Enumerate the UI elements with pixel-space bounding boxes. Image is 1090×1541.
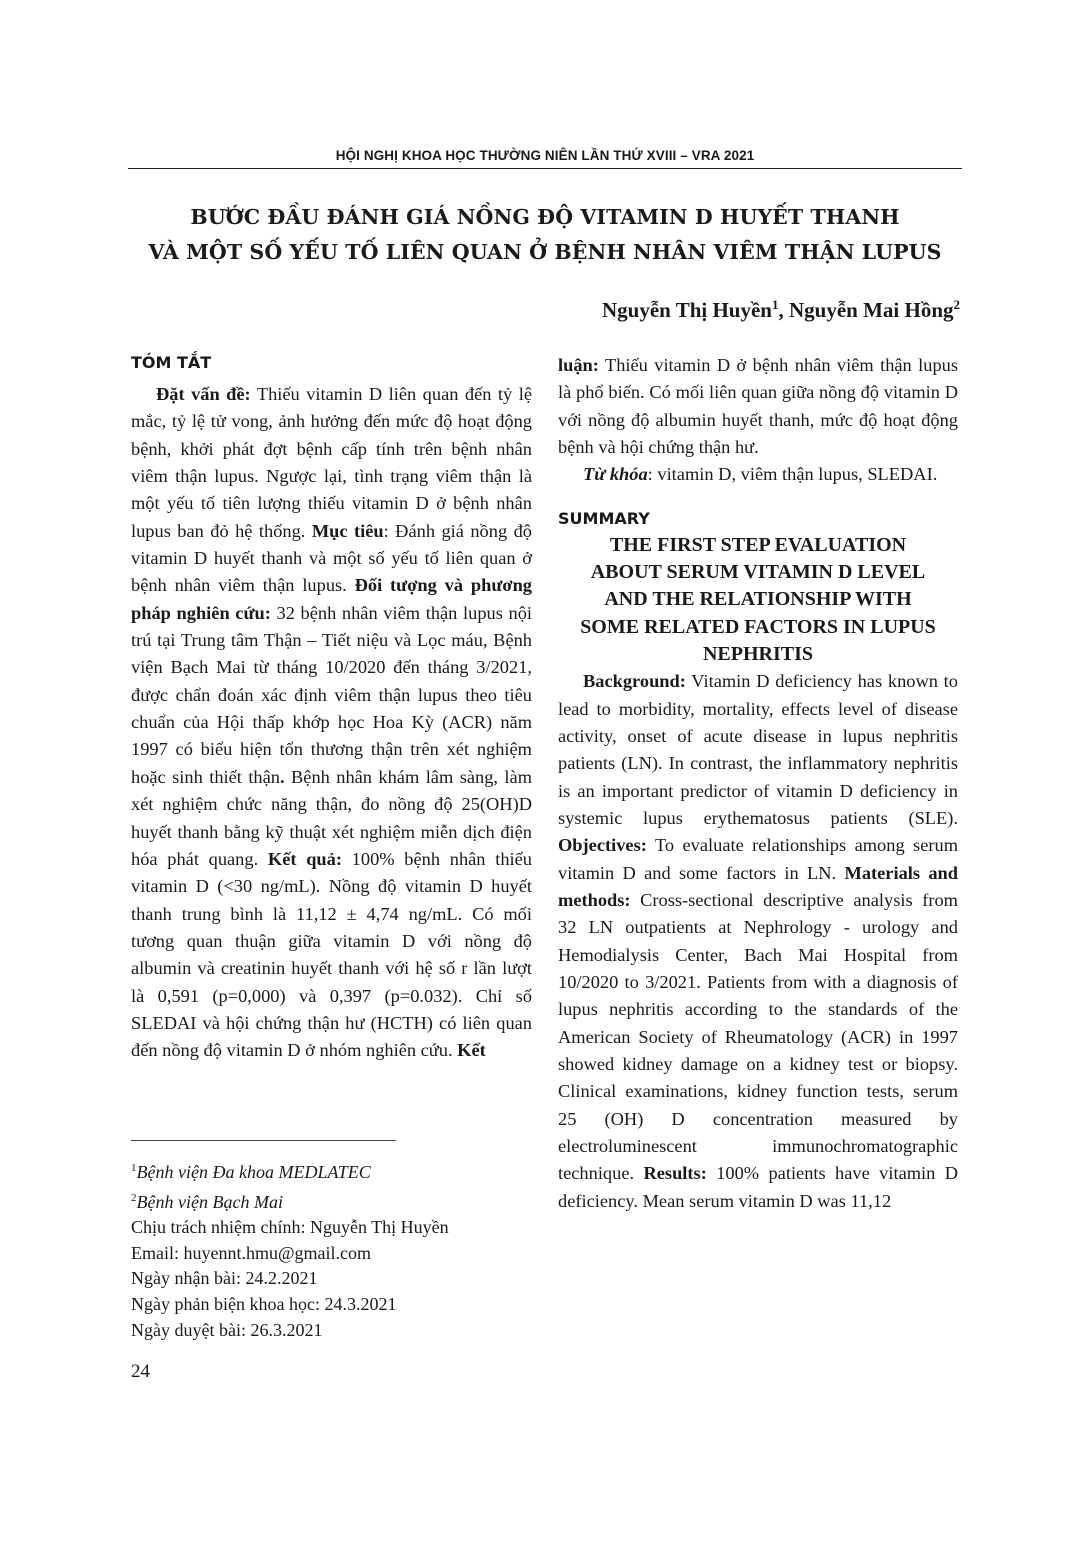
- keywords: [558, 461, 958, 488]
- title-line-1: BƯỚC ĐẦU ĐÁNH GIÁ NỒNG ĐỘ VITAMIN D HUYẾT THANH: [190, 205, 900, 229]
- text-ket-qua: 100% bệnh nhân thiếu vitamin D (<30 ng/mL). Nồng độ vitamin D huyết thanh trung bình là 11,12 ± 4,74 ng/mL. Có mối tương quan thuận giữa vitamin D với nồng độ albumin và creatinin huyết thanh với hệ số r lần lượt là 0,591 (p=0,000) và 0,397 (p=0.032). Chỉ số SLEDAI và hội chứng thận hư (HCTH) có liên quan đến nồng độ vitamin D ở nhóm nghiên cứu.: [131, 848, 532, 1061]
- label-materials: Materials and methods:: [558, 862, 959, 910]
- text-materials: Cross-sectional descriptive analysis from 32 LN outpatients at Nephrology - urology and Hemodialysis Center, Bach Mai Hospital from 10/2020 to 3/2021. Patients from with a diagnosis of lupus nephritis according to the standards of the American Society of Rheumatology (ACR) in 1997 showed kidney damage on a kidney test or biopsy. Clinical examinations, kidney function tests, serum 25 (OH) D concentration measured by electroluminescent immunochromatographic technique.: [558, 889, 958, 1184]
- en-title-line-1: THE FIRST STEP EVALUATION: [609, 533, 907, 556]
- text-dat-van-de: Thiếu vitamin D liên quan đến tỷ lệ mắc, tỷ lệ tử vong, ảnh hưởng đến mức độ hoạt động bệnh, khởi phát đợt bệnh cấp tính trên bệnh nhân viêm thận lupus. Ngược lại, tình trạng viêm thận là một yếu tố tiên lượng thiếu vitamin D ở bệnh nhân lupus ban đỏ hệ thống.: [131, 384, 532, 541]
- left-column: [131, 381, 532, 1065]
- text-muc-tieu: : Đánh giá nồng độ vitamin D huyết thanh và một số yếu tố liên quan ở bệnh nhân viêm thận lupus.: [131, 520, 532, 596]
- author-2: Nguyễn Mai Hồng: [788, 298, 954, 322]
- label-muc-tieu: Mục tiêu: [311, 520, 384, 541]
- bold-period: .: [279, 766, 285, 787]
- vi-abstract-body-part1: [131, 381, 532, 1065]
- author-1: Nguyễn Thị Huyền: [601, 298, 772, 322]
- en-title-line-4: SOME RELATED FACTORS IN LUPUS: [580, 615, 936, 638]
- text-background: Vitamin D deficiency has known to lead to morbidity, mortality, effects level of disease activity, onset of acute disease in lupus nephritis patients (LN). In contrast, the inflammatory nephritis is an important predictor of vitamin D deficiency in systemic lupus erythematosus patients (SLE).: [558, 671, 958, 828]
- text-results: 100% patients have vitamin D deficiency. Mean serum vitamin D was 11,12: [558, 1163, 958, 1211]
- article-title: [128, 200, 962, 270]
- label-ket-luan-start: Kết: [457, 1040, 486, 1061]
- right-column: [558, 352, 958, 1215]
- label-objectives: Objectives:: [558, 835, 647, 856]
- text-doi-tuong: 32 bệnh nhân viêm thận lupus nội trú tại Trung tâm Thận – Tiết niệu và Lọc máu, Bệnh viện Bạch Mai từ tháng 10/2020 đến tháng 3/2021, được chẩn đoán xác định viêm thận lupus theo tiêu chuẩn của Hội thấp khớp học Hoa Kỳ (ACR) năm 1997 có biểu hiện tổn thương thận trên xét nghiệm hoặc sinh thiết thận: [131, 602, 532, 787]
- label-tu-khoa: Từ khóa: [583, 464, 648, 485]
- vi-abstract-heading: TÓM TẮT: [131, 353, 212, 372]
- date-reviewed: Ngày phản biện khoa học: 24.3.2021: [131, 1293, 397, 1314]
- label-ket-luan-end: luận:: [558, 355, 599, 375]
- vi-abstract-conclusion: [558, 352, 958, 461]
- en-title: [558, 532, 958, 668]
- date-received: Ngày nhận bài: 24.2.2021: [131, 1268, 318, 1289]
- affiliation-1-text: Bệnh viện Đa khoa MEDLATEC: [136, 1162, 371, 1182]
- en-abstract-body: [558, 668, 958, 1215]
- page-number: 24: [131, 1361, 150, 1382]
- running-head: HỘI NGHỊ KHOA HỌC THƯỜNG NIÊN LẦN THỨ XVIII – VRA 2021: [335, 148, 755, 163]
- text-ket-luan: Thiếu vitamin D ở bệnh nhân viêm thận lupus là phổ biến. Có mối liên quan giữa nồng độ vitamin D với nồng độ albumin huyết thanh, mức độ hoạt động bệnh và hội chứng thận hư.: [558, 355, 958, 458]
- corresponding-email: Email: huyennt.hmu@gmail.com: [131, 1242, 372, 1263]
- affiliation-2: [131, 1186, 551, 1216]
- en-title-line-5: NEPHRITIS: [702, 642, 814, 665]
- text-objectives: To evaluate relationships among serum vitamin D and some factors in LN.: [558, 835, 958, 883]
- footnote-rule: [131, 1140, 396, 1141]
- author-separator: ,: [778, 298, 789, 322]
- text-doi-tuong-2: Bệnh nhân khám lâm sàng, làm xét nghiệm chức năng thận, đo nồng độ 25(OH)D huyết thanh bằng kỹ thuật xét nghiệm miễn dịch điện hóa phát quang.: [131, 766, 532, 869]
- en-abstract-heading: SUMMARY: [558, 508, 650, 528]
- label-results: Results:: [643, 1163, 707, 1184]
- text-tu-khoa: : vitamin D, viêm thận lupus, SLEDAI.: [647, 464, 938, 485]
- corresponding-author: Chịu trách nhiệm chính: Nguyễn Thị Huyền: [131, 1217, 449, 1238]
- affiliation-2-mark: 2: [131, 1191, 137, 1204]
- label-ket-qua: Kết quả:: [267, 848, 342, 869]
- header-rule: [128, 168, 962, 169]
- affiliation-1: [131, 1156, 551, 1186]
- label-dat-van-de: Đặt vấn đề:: [156, 384, 251, 404]
- author-list: [602, 297, 960, 323]
- title-line-2: VÀ MỘT SỐ YẾU TỐ LIÊN QUAN Ở BỆNH NHÂN VIÊM THẬN LUPUS: [148, 240, 942, 264]
- footnotes: [131, 1156, 551, 1343]
- label-background: Background:: [583, 671, 686, 692]
- author-1-affiliation: 1: [771, 297, 779, 312]
- author-2-affiliation: 2: [953, 297, 960, 312]
- en-title-line-2: ABOUT SERUM VITAMIN D LEVEL: [590, 561, 926, 584]
- affiliation-2-text: Bệnh viện Bạch Mai: [136, 1191, 283, 1212]
- affiliation-1-mark: 1: [131, 1162, 137, 1174]
- en-title-line-3: AND THE RELATIONSHIP WITH: [604, 588, 912, 611]
- date-accepted: Ngày duyệt bài: 26.3.2021: [131, 1319, 323, 1340]
- label-doi-tuong: Đối tượng và phương pháp nghiên cứu:: [131, 575, 533, 623]
